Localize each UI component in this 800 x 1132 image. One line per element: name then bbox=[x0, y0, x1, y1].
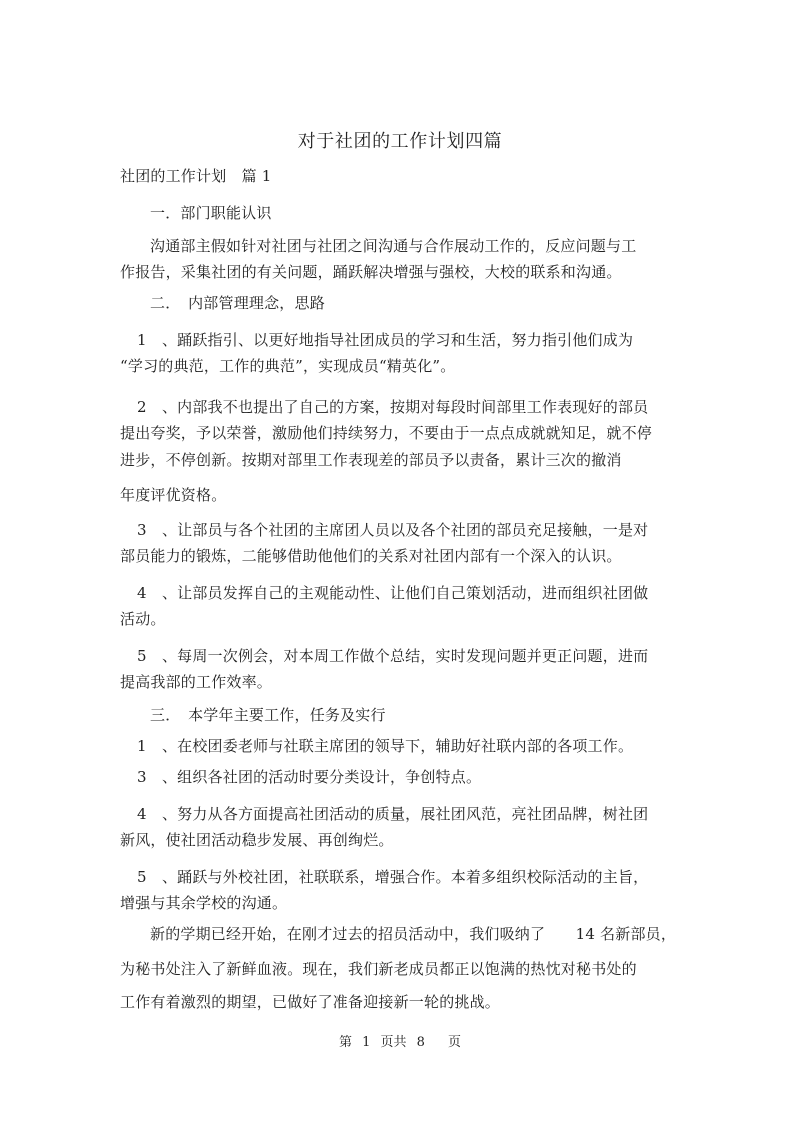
paragraph-line: 增强与其余学校的沟通。 bbox=[120, 894, 288, 912]
paragraph-line: 部员能力的锻炼，二能够借助他他们的关系对社团内部有一个深入的认识。 bbox=[120, 547, 622, 565]
heading-3: 三． 本学年主要工作，任务及实行 bbox=[150, 706, 386, 724]
paragraph-line: 新的学期已经开始，在刚才过去的招员活动中，我们吸纳了 14 名新部员， bbox=[150, 925, 677, 943]
paragraph-line: 活动。 bbox=[120, 610, 166, 628]
paragraph-line: 4 、让部员发挥自己的主观能动性、让他们自己策划活动，进而组织社团做 bbox=[137, 584, 649, 602]
paragraph-line: 4 、努力从各方面提高社团活动的质量，展社团风范，亮社团品牌，树社团 bbox=[137, 805, 649, 823]
paragraph-line: 3 、组织各社团的活动时要分类设计，争创特点。 bbox=[137, 768, 482, 786]
paragraph-line: 3 、让部员与各个社团的主席团人员以及各个社团的部员充足接触，一是对 bbox=[137, 521, 649, 539]
page-footer: 第 1 页共 8 页 bbox=[338, 1035, 462, 1050]
paragraph-line: 提高我部的工作效率。 bbox=[120, 673, 273, 691]
section-heading: 社团的工作计划 篇 1 bbox=[120, 167, 272, 185]
paragraph-line: 提出夸奖，予以荣誉，激励他们持续努力，不要由于一点点成就就知足，就不停 bbox=[120, 424, 653, 442]
paragraph-line: 作报告，采集社团的有关问题，踊跃解决增强与强校，大校的联系和沟通。 bbox=[120, 263, 622, 281]
paragraph-line: 5 、踊跃与外校社团，社联联系，增强合作。本着多组织校际活动的主旨， bbox=[137, 868, 649, 886]
paragraph-line: 工作有着激烈的期望，已做好了准备迎接新一轮的挑战。 bbox=[120, 993, 501, 1011]
paragraph-line: 沟通部主假如针对社团与社团之间沟通与合作展动工作的，反应问题与工 bbox=[150, 237, 637, 255]
paragraph-line: 1 、踊跃指引、以更好地指导社团成员的学习和生活，努力指引他们成为 bbox=[137, 331, 634, 349]
paragraph-line: 进步，不停创新。按期对部里工作表现差的部员予以责备，累计三次的撤消 bbox=[120, 451, 622, 469]
heading-2: 二． 内部管理理念，思路 bbox=[150, 294, 325, 312]
paragraph-line: 新风，使社团活动稳步发展、再创绚烂。 bbox=[120, 831, 394, 849]
paragraph-line: 2 、内部我不也提出了自己的方案，按期对每段时间部里工作表现好的部员 bbox=[137, 398, 649, 416]
paragraph-line: 1 、在校团委老师与社联主席团的领导下，辅助好社联内部的各项工作。 bbox=[137, 737, 634, 755]
paragraph-line: 年度评优资格。 bbox=[120, 486, 227, 504]
heading-1: 一．部门职能认识 bbox=[150, 204, 272, 222]
paragraph-line: 5 、每周一次例会，对本周工作做个总结，实时发现问题并更正问题，进而 bbox=[137, 647, 649, 665]
paragraph-line: 为秘书处注入了新鲜血液。现在，我们新老成员都正以饱满的热忱对秘书处的 bbox=[120, 960, 637, 978]
paragraph-line: “学习的典范，工作的典范”，实现成员“精英化”。 bbox=[120, 357, 456, 375]
document-title: 对于社团的工作计划四篇 bbox=[297, 131, 503, 152]
